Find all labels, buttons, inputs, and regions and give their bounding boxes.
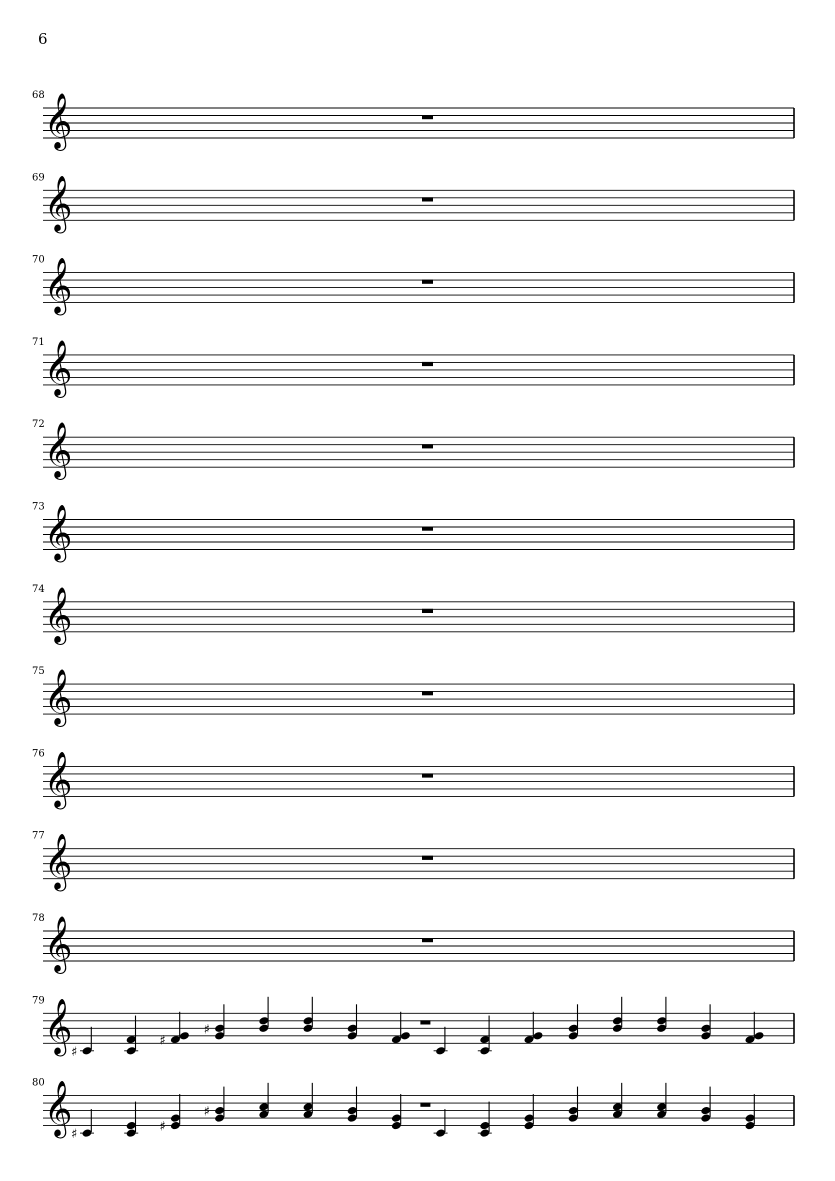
- staff-system-10: [32, 913, 794, 974]
- notehead: [533, 1031, 544, 1041]
- chord: [612, 997, 623, 1033]
- sharp-icon: ♯: [203, 1104, 210, 1120]
- whole-rest: [422, 691, 433, 695]
- treble-clef-icon: 𝄞: [44, 833, 73, 890]
- sharp-icon: ♯: [203, 1022, 210, 1038]
- chord: [258, 997, 269, 1033]
- measure-number: 71: [32, 336, 45, 348]
- treble-clef-icon: 𝄞: [44, 504, 73, 561]
- whole-rest: [422, 938, 433, 942]
- sharp-icon: ♯: [71, 1127, 78, 1143]
- staff-system-3: [32, 337, 794, 398]
- staff-system-11: [32, 995, 794, 1060]
- whole-rest: [422, 362, 433, 366]
- whole-rest: [422, 773, 433, 777]
- chord: [391, 1094, 402, 1130]
- treble-clef-icon: 𝄞: [44, 339, 73, 396]
- staff-system-12: [32, 1078, 794, 1143]
- staff-system-6: [32, 584, 794, 645]
- whole-rest: [422, 527, 433, 531]
- chord: [303, 1083, 314, 1119]
- staff-system-7: [32, 666, 794, 727]
- whole-rest: [422, 444, 433, 448]
- notehead: [754, 1031, 765, 1041]
- chord: [124, 1102, 138, 1138]
- whole-rest: [420, 1020, 430, 1024]
- chord: [258, 1083, 269, 1119]
- treble-clef-icon: 𝄞: [44, 422, 73, 479]
- treble-clef-icon: 𝄞: [44, 669, 73, 726]
- whole-rest: [420, 1103, 430, 1107]
- chord: [656, 1083, 667, 1119]
- chord: [700, 1087, 711, 1123]
- treble-clef-icon: 𝄞: [44, 93, 73, 149]
- treble-clef-icon: 𝄞: [44, 257, 73, 314]
- staff-system-1: [32, 172, 794, 233]
- whole-rest: [422, 856, 433, 860]
- treble-clef-icon: 𝄞: [44, 751, 73, 808]
- chord: [347, 1004, 358, 1040]
- chord: [568, 1087, 579, 1123]
- whole-rest: [422, 609, 433, 613]
- treble-clef-icon: 𝄞: [44, 1080, 73, 1137]
- measure-number: 75: [32, 666, 45, 678]
- whole-rest: [422, 197, 433, 201]
- treble-clef-icon: 𝄞: [44, 916, 73, 972]
- measure-number: 72: [32, 419, 45, 431]
- staff-system-2: [32, 255, 794, 316]
- chord: [347, 1087, 358, 1123]
- chord: [434, 1027, 448, 1056]
- chord: [656, 997, 667, 1033]
- measure-number: 79: [32, 995, 45, 1007]
- measure-number: 70: [32, 254, 45, 266]
- measure-number: 80: [32, 1077, 45, 1089]
- treble-clef-icon: 𝄞: [44, 586, 73, 643]
- staff-system-8: [32, 748, 794, 809]
- treble-clef-icon: 𝄞: [44, 998, 73, 1055]
- measure-number: 69: [32, 172, 45, 184]
- chord: [478, 1102, 492, 1138]
- measure-number: 73: [32, 501, 45, 513]
- chord: [700, 1004, 711, 1040]
- staff-system-0: [32, 90, 794, 151]
- chord: [434, 1109, 448, 1138]
- measure-number: 76: [32, 748, 45, 760]
- chord: [303, 997, 314, 1033]
- staff-system-4: [32, 419, 794, 480]
- sharp-icon: ♯: [159, 1119, 166, 1135]
- chord: [204, 1004, 225, 1040]
- measure-number: 68: [32, 90, 45, 101]
- treble-clef-icon: 𝄞: [44, 175, 73, 232]
- chord: [524, 1094, 535, 1130]
- notehead: [400, 1031, 411, 1041]
- chord: [745, 1094, 756, 1130]
- staff-system-9: [32, 831, 794, 892]
- notehead: [179, 1031, 190, 1041]
- measure-number: 77: [32, 830, 45, 842]
- staff-system-5: [32, 502, 794, 563]
- chord: [568, 1004, 579, 1040]
- sharp-icon: ♯: [71, 1044, 78, 1060]
- sharp-icon: ♯: [159, 1033, 166, 1049]
- chord: [204, 1087, 225, 1123]
- chord: [159, 1094, 180, 1135]
- chord: [612, 1083, 623, 1119]
- page-number: 6: [38, 30, 48, 48]
- whole-rest: [422, 115, 433, 119]
- measure-number: 78: [32, 913, 45, 924]
- measure-number: 74: [32, 583, 45, 595]
- whole-rest: [422, 280, 433, 284]
